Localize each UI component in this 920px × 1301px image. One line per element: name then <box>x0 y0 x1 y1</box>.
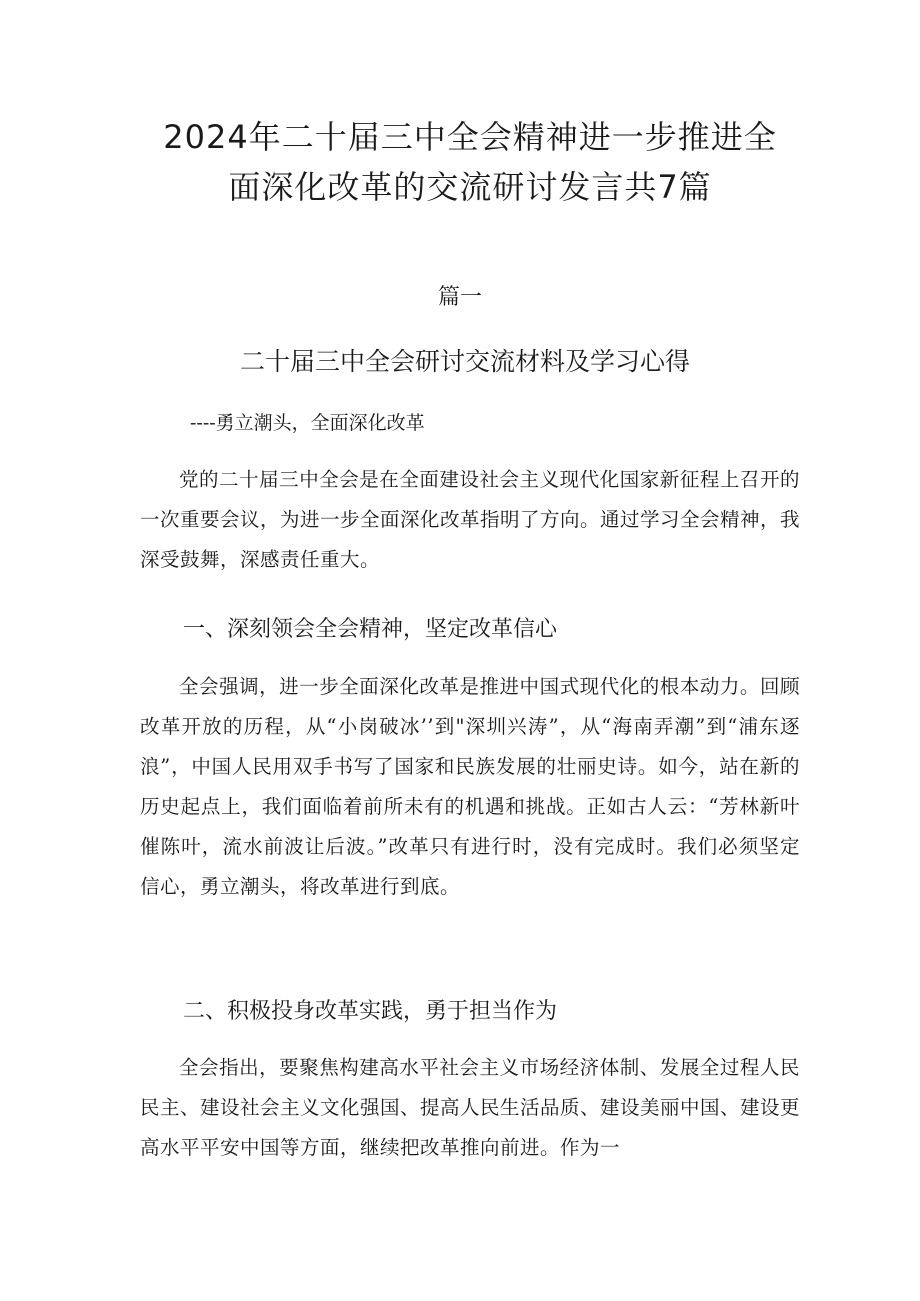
article-title: 二十届三中全会研讨交流材料及学习心得 <box>239 347 690 376</box>
paragraph-intro: 党的二十届三中全会是在全面建设社会主义现代化国家新征程上召开的一次重要会议，为进一步全面深化改革指明了方向。通过学习全会精神，我深受鼓舞，深感责任重大。 <box>140 468 801 571</box>
document-title-line-2: 面深化改革的交流研讨发言共7篇 <box>228 168 712 206</box>
part-label: 篇一 <box>437 285 482 310</box>
article-subtitle: ----勇立潮头，全面深化改革 <box>190 412 425 434</box>
document-title-line-1: 2024年二十届三中全会精神进一步推进全 <box>163 118 777 156</box>
paragraph-section-1: 全会强调，进一步全面深化改革是推进中国式现代化的根本动力。回顾改革开放的历程，从“小岗破冰’’到"深圳兴涛”，从“海南弄潮”到“浦东逐浪”，中国人民用双手书写了国家和民族发展的壮丽史诗。如今，站在新的历史起点上，我们面临着前所未有的机遇和挑战。正如古人云：“芳林新叶催陈叶，流水前波让后波。”改革只有进行时，没有完成时。我们必须坚定信心，勇立潮头，将改革进行到底。 <box>140 675 800 898</box>
section-heading-2: 二、积极投身改革实践，勇于担当作为 <box>183 999 558 1024</box>
document-title <box>120 112 820 212</box>
section-heading-1: 一、深刻领会全会精神，坚定改革信心 <box>183 617 558 642</box>
paragraph-section-2: 全会指出，要聚焦构建高水平社会主义市场经济体制、发展全过程人民民主、建设社会主义文化强国、提高人民生活品质、建设美丽中国、建设更高水平平安中国等方面，继续把改革推向前进。作为一 <box>140 1056 801 1159</box>
